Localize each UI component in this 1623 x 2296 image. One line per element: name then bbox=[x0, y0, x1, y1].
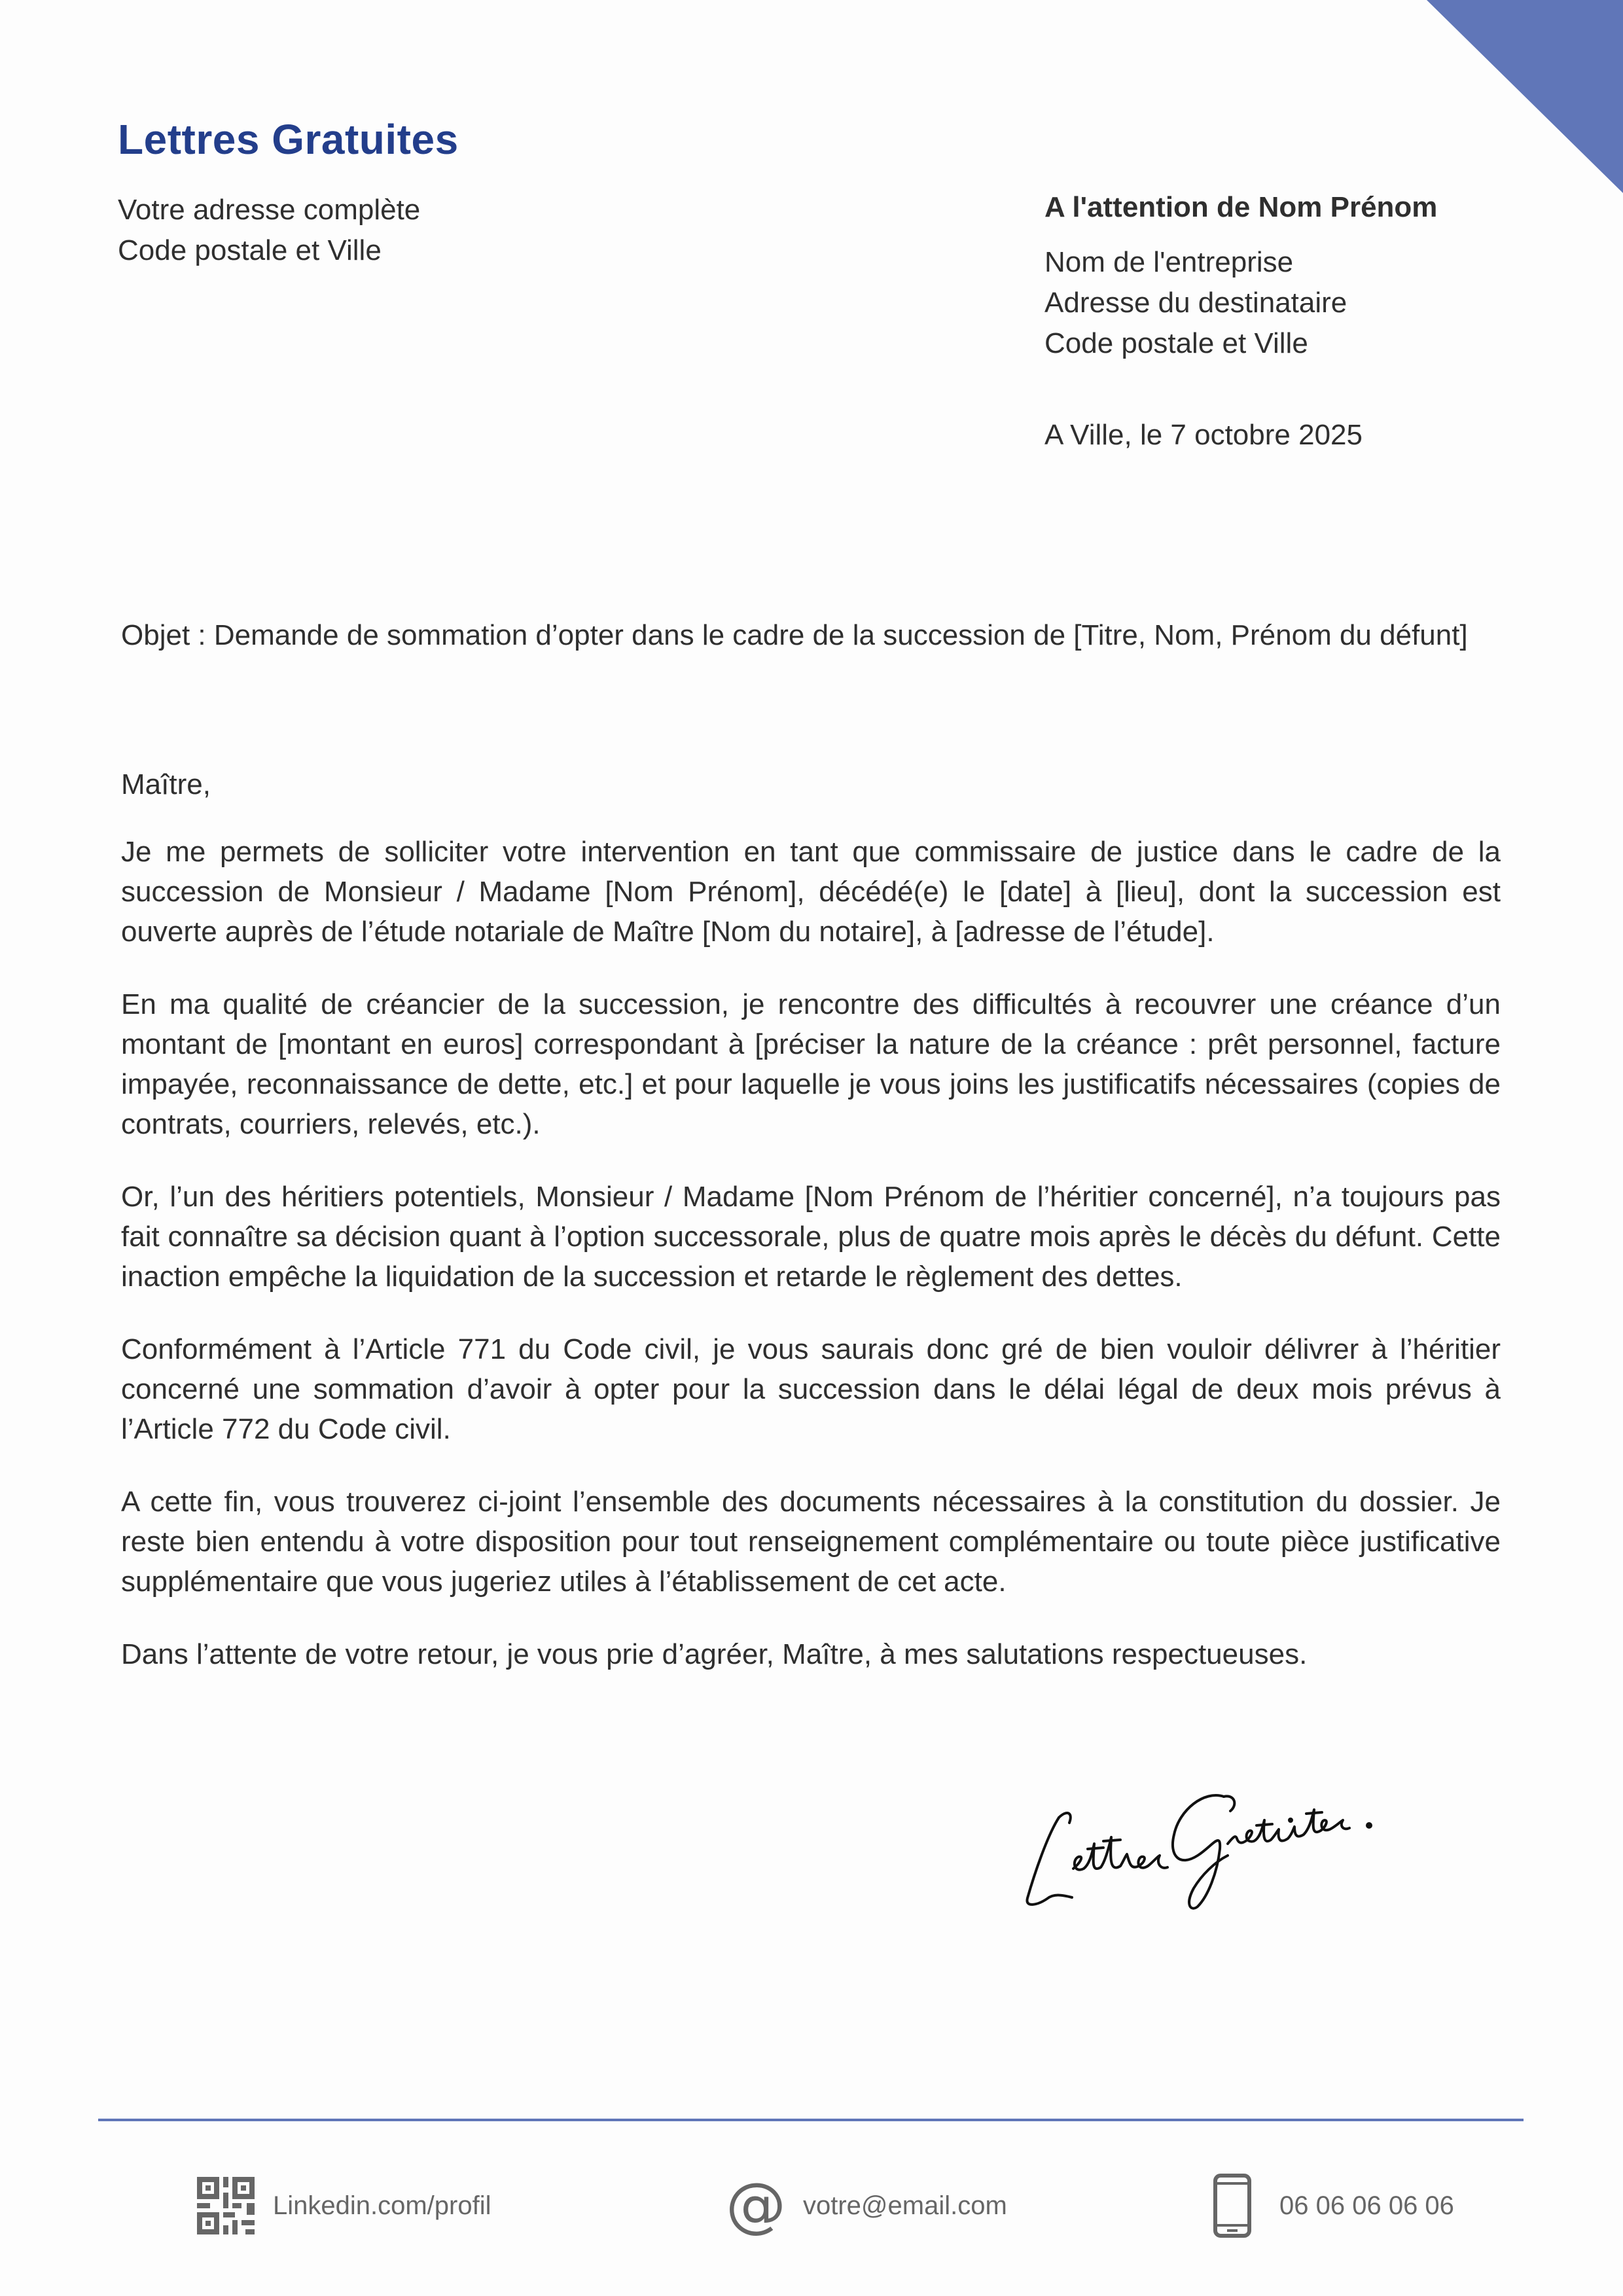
email-text[interactable]: votre@email.com bbox=[803, 2191, 1007, 2220]
body-paragraph: En ma qualité de créancier de la succession, je rencontre des difficultés à recouvrer une créance d’un montant de [montant en euros] correspondant à [préciser la nature de la créance : prêt personnel, facture impayée, reconnaissance de dette, etc.] et pour laquelle je vous joins les justificatifs nécessaires (copies de contrats, courriers, relevés, etc.). bbox=[121, 988, 1501, 1140]
sender-address-line: Votre adresse complète bbox=[118, 194, 421, 226]
closing-paragraph: Dans l’attente de votre retour, je vous prie d’agréer, Maître, à mes salutations respectueuses. bbox=[121, 1638, 1308, 1670]
recipient-address: Adresse du destinataire bbox=[1044, 287, 1347, 319]
body-paragraph: Or, l’un des héritiers potentiels, Monsieur / Madame [Nom Prénom de l’héritier concerné], n’a toujours pas fait connaître sa décision quant à l’option successorale, plus de quatre mois après le décès du défunt. Cette inaction empêche la liquidation de la succession et retarde le règlement des dettes. bbox=[121, 1181, 1501, 1293]
letter-subject: Objet : Demande de sommation d’opter dans le cadre de la succession de [Titre, Nom, Prénom du défunt] bbox=[121, 619, 1468, 651]
salutation: Maître, bbox=[121, 768, 211, 800]
handwritten-signature bbox=[1008, 1757, 1387, 1914]
body-paragraph: A cette fin, vous trouverez ci-joint l’ensemble des documents nécessaires à la constitution du dossier. Je reste bien entendu à votre disposition pour tout renseignement complémentaire ou toute pièce justificative supplémentaire que vous jugeriez utiles à l’établissement de cet acte. bbox=[121, 1486, 1501, 1598]
phone-text[interactable]: 06 06 06 06 06 bbox=[1279, 2191, 1454, 2220]
smartphone-icon bbox=[1200, 2173, 1265, 2238]
recipient-attention: A l'attention de Nom Prénom bbox=[1044, 191, 1438, 223]
letter-body bbox=[121, 764, 1501, 1707]
linkedin-text[interactable]: Linkedin.com/profil bbox=[273, 2191, 491, 2220]
recipient-city: Code postale et Ville bbox=[1044, 327, 1308, 359]
body-paragraph: Je me permets de solliciter votre intervention en tant que commissaire de justice dans le cadre de la succession de Monsieur / Madame [Nom Prénom], décédé(e) le [date] à [lieu], dont la succession est ouverte auprès de l’étude notariale de Maître [Nom du notaire], à [adresse de l’étude]. bbox=[121, 836, 1501, 948]
svg-text:@: @ bbox=[726, 2173, 786, 2238]
letter-date: A Ville, le 7 octobre 2025 bbox=[1044, 419, 1363, 451]
footer-linkedin[interactable] bbox=[193, 2173, 491, 2238]
recipient-company: Nom de l'entreprise bbox=[1044, 246, 1294, 278]
footer-email[interactable] bbox=[723, 2173, 1007, 2238]
qr-code-icon bbox=[193, 2173, 259, 2238]
brand-title: Lettres Gratuites bbox=[118, 116, 459, 163]
body-paragraph: Conformément à l’Article 771 du Code civil, je vous saurais donc gré de bien vouloir délivrer à l’héritier concerné une sommation d’avoir à opter pour la succession dans le délai légal de deux mois prévus à l’Article 772 du Code civil. bbox=[121, 1333, 1501, 1445]
footer-phone[interactable] bbox=[1200, 2173, 1454, 2238]
corner-triangle-decoration bbox=[1427, 0, 1623, 193]
recipient-block bbox=[1044, 187, 1437, 364]
sender-address bbox=[118, 190, 420, 271]
footer-divider bbox=[98, 2119, 1524, 2121]
sender-city-line: Code postale et Ville bbox=[118, 234, 382, 266]
at-sign-icon bbox=[723, 2173, 789, 2238]
